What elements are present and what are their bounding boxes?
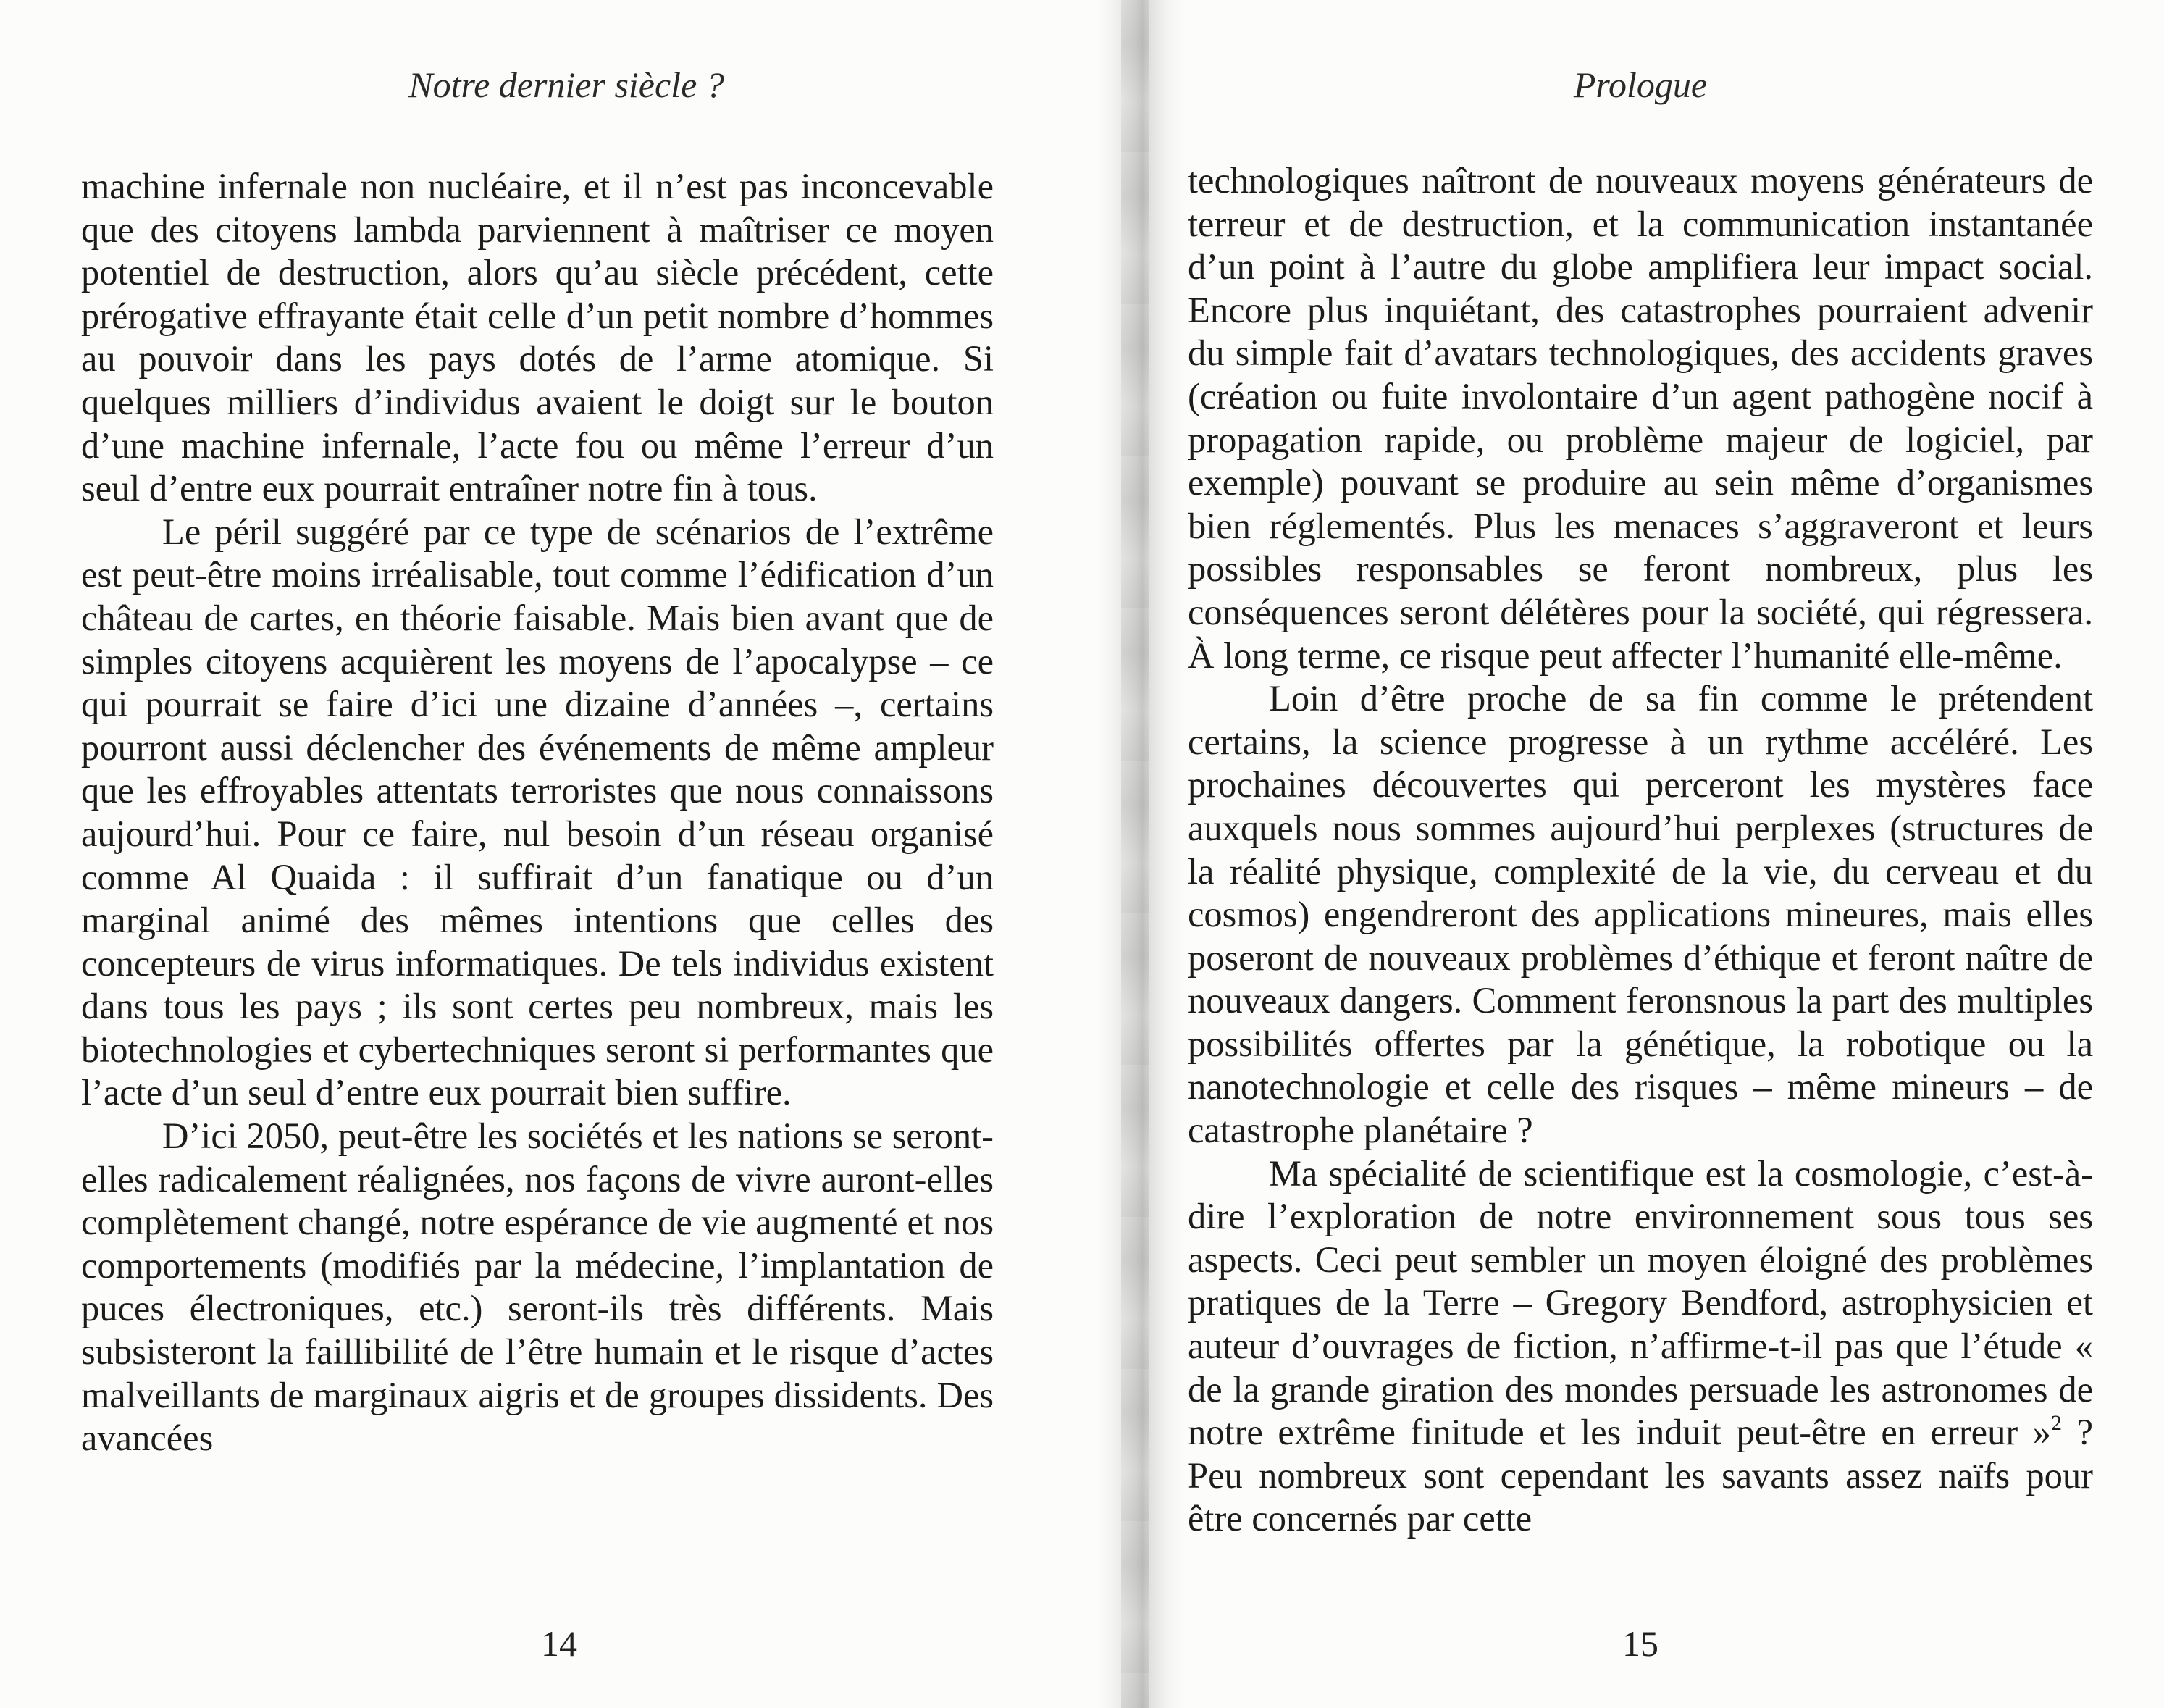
left-paragraph-1: machine infernale non nucléaire, et il n’est pas inconcevable que des citoyens lambda parviennent à maîtriser ce moyen potentiel de destruction, alors qu’au siècle précédent, cette prérogative effrayante était celle d’un petit nombre d’hommes au pouvoir dans les pays dotés de l’arme atomique. Si quelques milliers d’individus avaient le doigt sur le bouton d’une machine infernale, l’acte fou ou même l’erreur d’un seul d’entre eux pourrait entraîner notre fin à tous. <box>81 166 994 509</box>
left-page <box>81 0 994 1708</box>
left-running-head: Notre dernier siècle ? <box>408 64 724 105</box>
right-running-head: Prologue <box>1573 64 1708 105</box>
right-text-block <box>1188 159 2093 1541</box>
right-paragraph-2: Loin d’être proche de sa fin comme le prétendent certains, la science progresse à un rythme accéléré. Les prochaines découvertes qui perceront les mystères face auxquels nous sommes aujourd’hui perplexes (structures de la réalité physique, complexité de la vie, du cerveau et du cosmos) engendreront des applications mineures, mais elles poseront de nouveaux problèmes d’éthique et feront naître de nouveaux dangers. Comment feronsnous la part des multiples possibilités offertes par la génétique, la robotique ou la nanotechnologie et celle des risques – même mineurs – de catastrophe planétaire ? <box>1188 678 2093 1151</box>
left-text-block <box>81 165 994 1460</box>
left-paragraph-3: D’ici 2050, peut-être les sociétés et les nations se seront-elles radicalement réalignées, nos façons de vivre auront-elles complètement changé, notre espérance de vie augmenté et nos comportements (modifiés par la médecine, l’implantation de puces électroniques, etc.) seront-ils très différents. Mais subsisteront la faillibilité de l’être humain et le risque d’actes malveillants de marginaux aigris et de groupes dissidents. Des avancées <box>81 1115 994 1459</box>
right-paragraph-3 <box>1188 1152 2093 1541</box>
right-paragraph-3-after-note: ? Peu nombreux sont cependant les savants assez naïfs pour être concernés par cette <box>1188 1412 2093 1539</box>
right-page-number: 15 <box>1622 1623 1658 1664</box>
right-paragraph-3-before-note: Ma spécialité de scientifique est la cosmologie, c’est-à-dire l’exploration de notre environnement sous tous ses aspects. Ceci peut sembler un moyen éloigné des problèmes pratiques de la Terre – Gregory Bendford, astrophysicien et auteur d’ouvrages de fiction, n’affirme-t-il pas que l’étude « de la grande giration des mondes persuade les astronomes de notre extrême finitude et les induit peut-être en erreur » <box>1188 1152 2093 1453</box>
footnote-reference: 2 <box>2050 1411 2062 1436</box>
right-paragraph-1: technologiques naîtront de nouveaux moyens générateurs de terreur et de destruction, et la communication instantanée d’un point à l’autre du globe amplifiera leur impact social. Encore plus inquiétant, des catastrophes pourraient advenir du simple fait d’avatars technologiques, des accidents graves (création ou fuite involontaire d’un agent pathogène nocif à propagation rapide, ou problème majeur de logiciel, par exemple) pouvant se produire au sein même d’organismes bien réglementés. Plus les menaces s’aggraveront et leurs possibles responsables se feront nombreux, plus les conséquences seront délétères pour la société, qui régressera. À long terme, ce risque peut affecter l’humanité elle-même. <box>1188 160 2093 676</box>
right-page <box>1188 0 2093 1708</box>
left-page-number: 14 <box>541 1623 577 1664</box>
left-paragraph-2: Le péril suggéré par ce type de scénarios de l’extrême est peut-être moins irréalisable, tout comme l’édification d’un château de cartes, en théorie faisable. Mais bien avant que de simples citoyens acquièrent les moyens de l’apocalypse – ce qui pourrait se faire d’ici une dizaine d’années –, certains pourront aussi déclencher des événements de même ampleur que les effroyables attentats terroristes que nous connaissons aujourd’hui. Pour ce faire, nul besoin d’un réseau organisé comme Al Quaida : il suffirait d’un fanatique ou d’un marginal animé des mêmes intentions que celles des concepteurs de virus informatiques. De tels individus existent dans tous les pays ; ils sont certes peu nombreux, mais les biotechnologies et cybertechniques seront si performantes que l’acte d’un seul d’entre eux pourrait bien suffire. <box>81 511 994 1113</box>
book-gutter-streak <box>1121 0 1149 1708</box>
